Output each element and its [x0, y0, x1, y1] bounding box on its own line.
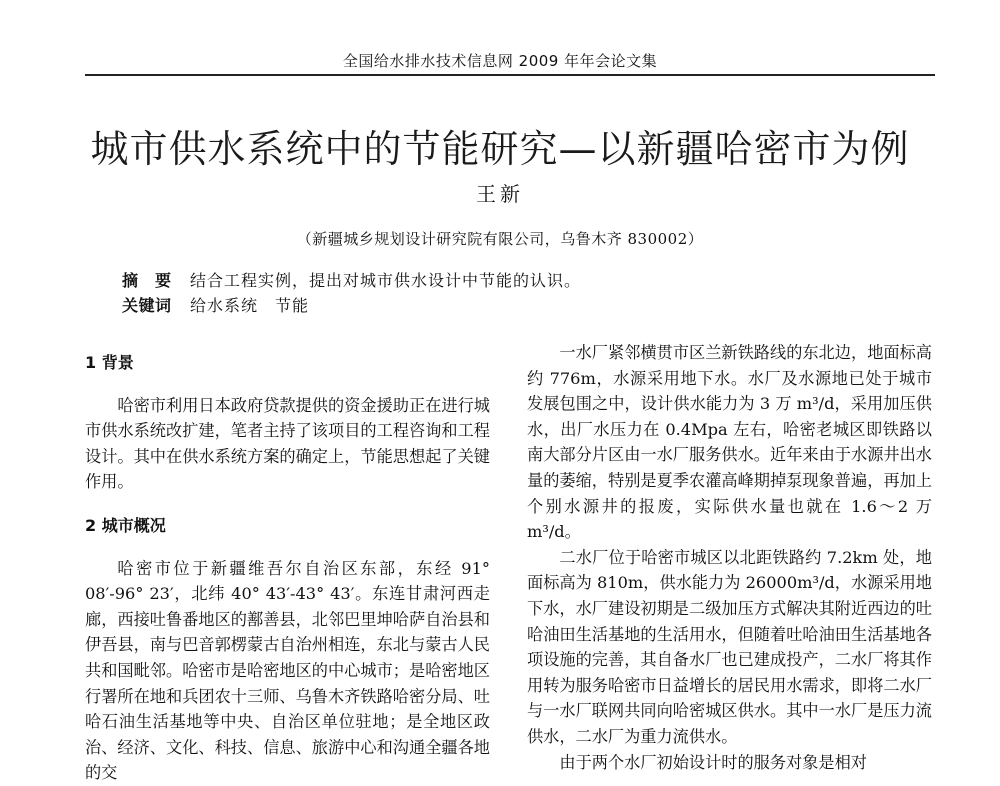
paragraph-continued: 由于两个水厂初始设计时的服务对象是相对 — [559, 752, 867, 772]
abstract — [122, 268, 922, 291]
keywords-text: 给水系统 节能 — [190, 296, 310, 315]
abstract-label: 摘 要 — [122, 271, 172, 290]
affiliation: （新疆城乡规划设计研究院有限公司，乌鲁木齐 830002） — [296, 230, 704, 248]
section-heading-city-overview: 2 城市概况 — [85, 515, 166, 535]
paragraph-city-overview: 哈密市位于新疆维吾尔自治区东部，东经 91° 08′-96° 23′，北纬 40° 43′-43° 43′。东连甘肃河西走廊，西接吐鲁番地区的鄯善县，北邻巴里坤哈萨自治县和伊吾县，南与巴音郭楞蒙古自治州相连，东北与蒙古人民共和国毗邻。哈密市是哈密地区的中心城市；是哈密地区行署所在地和兵团农十三师、乌鲁木齐铁路哈密分局、吐哈石油生活基地等中央、自治区单位驻地；是全地区政治、经济、文化、科技、信息、旅游中心和沟通全疆各地的交 — [85, 558, 490, 783]
paper-title: 城市供水系统中的节能研究—以新疆哈密市为例 — [90, 127, 910, 171]
paragraph-background: 哈密市利用日本政府贷款提供的资金援助正在进行城市供水系统改扩建，笔者主持了该项目的工程咨询和工程设计。其中在供水系统方案的确定上，节能思想起了关键作用。 — [85, 395, 490, 492]
running-header: 全国给水排水技术信息网 2009 年年会论文集 — [342, 52, 658, 70]
right-column — [527, 340, 932, 775]
author: 王新 — [476, 182, 524, 206]
keywords — [122, 293, 922, 316]
left-column — [85, 350, 490, 786]
paragraph-water-plant-1: 一水厂紧邻横贯市区兰新铁路线的东北边，地面标高约 776m，水源采用地下水。水厂及水源地已处于城市发展包围之中，设计供水能力为 3 万 m³/d，采用加压供水，出厂水压力在 0.4Mpa 左右，哈密老城区即铁路以南大部分片区由一水厂服务供水。近年来由于水源井出水量的萎缩，特别是夏季农灌高峰期掉泵现象普遍，再加上个别水源井的报废，实际供水量也就在 1.6～2 万 m³/d。 — [527, 343, 932, 542]
paragraph-water-plant-2: 二水厂位于哈密市城区以北距铁路约 7.2km 处，地面标高为 810m，供水能力为 26000m³/d，水源采用地下水，水厂建设初期是二级加压方式解决其附近西边的吐哈油田生活基地的生活用水，但随着吐哈油田生活基地各项设施的完善，其自备水厂也已建成投产，二水厂将其作用转为服务哈密市日益增长的居民用水需求，即将二水厂与一水厂联网共同向哈密城区供水。其中一水厂是压力流供水，二水厂为重力流供水。 — [527, 547, 932, 746]
keywords-label: 关键词 — [122, 296, 172, 315]
header-rule — [85, 74, 935, 76]
abstract-text: 结合工程实例，提出对城市供水设计中节能的认识。 — [190, 271, 582, 290]
section-heading-background: 1 背景 — [85, 353, 134, 372]
